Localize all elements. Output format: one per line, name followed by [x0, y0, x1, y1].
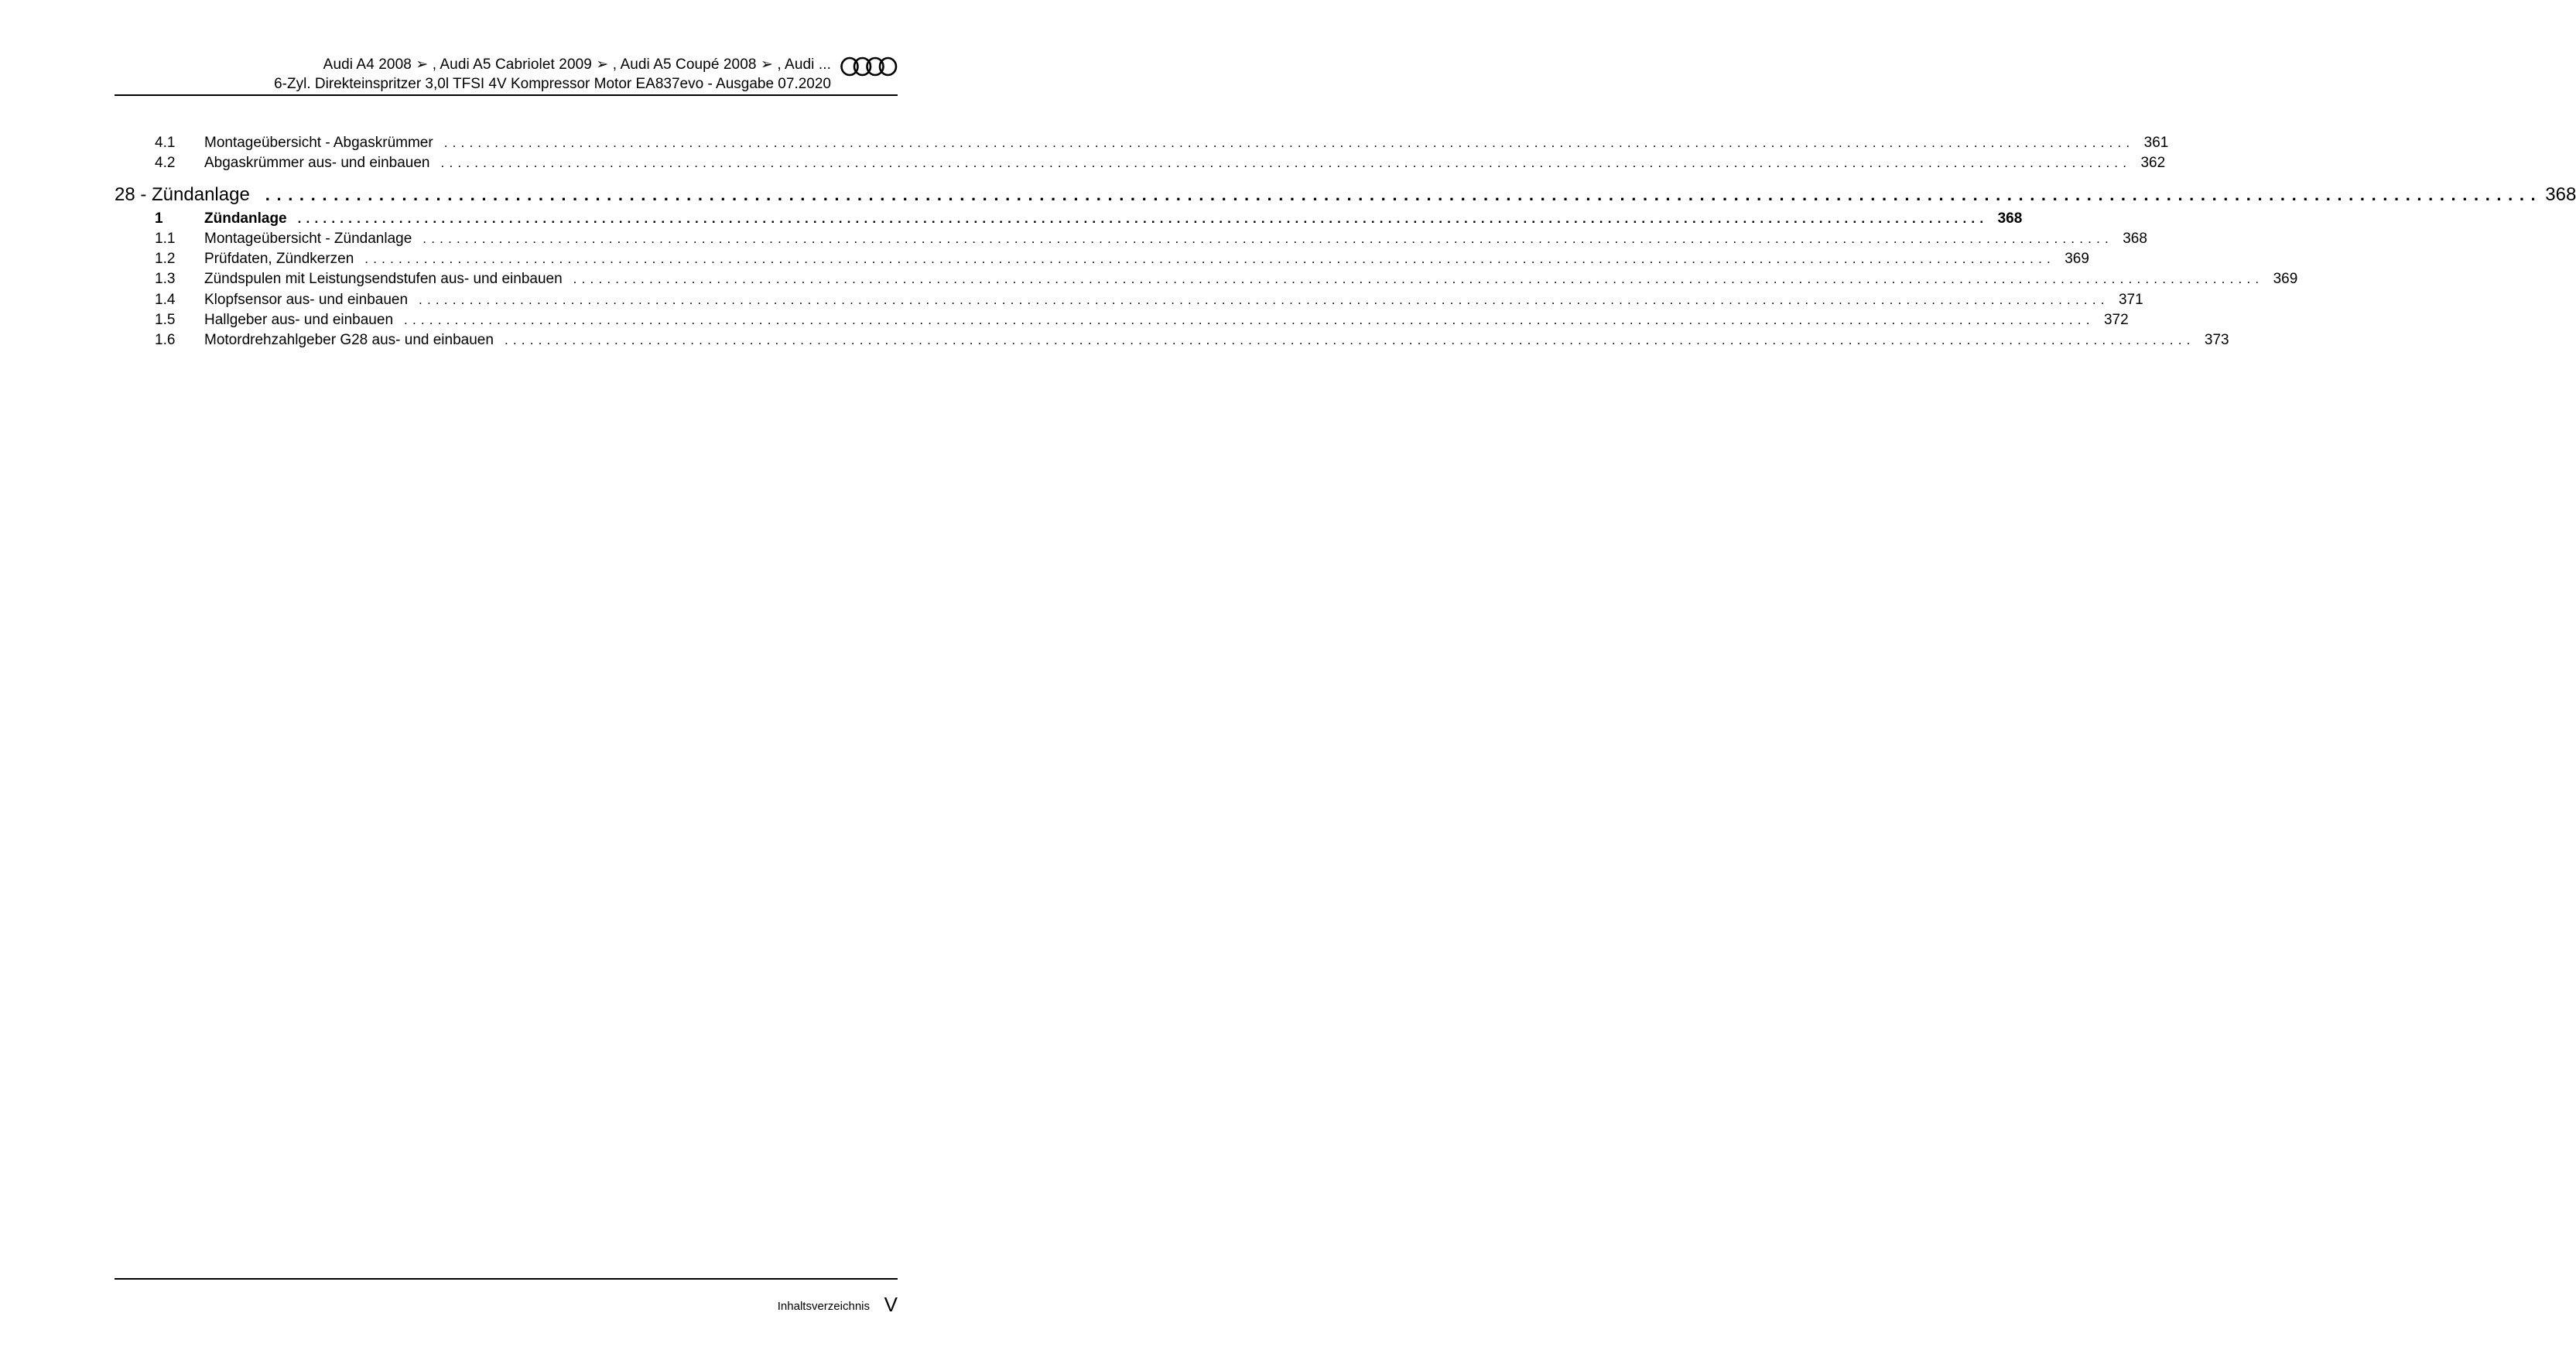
toc-dot-leader: ........................................................................................................................................................................................................: [573, 272, 2264, 287]
toc-chapter-row[interactable]: [115, 178, 2576, 212]
toc-dot-leader: ........................................................................................................................................................................................................: [440, 156, 2132, 171]
toc-page-number: 361: [2143, 135, 2169, 151]
toc-entry-number: 4.2: [155, 155, 176, 172]
table-of-contents: [115, 133, 2576, 351]
toc-entry-row[interactable]: [115, 229, 2147, 249]
toc-dot-leader: ........................................................................................................................................................................................................: [404, 313, 2095, 328]
footer-divider: [115, 1278, 898, 1280]
toc-entry-number: 1.4: [155, 291, 176, 308]
toc-dot-leader: ........................................................................................................................................................................................................: [443, 135, 2135, 150]
toc-page-number: 372: [2103, 312, 2129, 329]
toc-entry-title: 28 - Zündanlage: [115, 183, 250, 205]
toc-page-number: 373: [2204, 332, 2229, 349]
toc-entry-number: 1.3: [155, 271, 176, 288]
toc-page-number: 371: [2118, 291, 2143, 308]
toc-page-number: 362: [2140, 155, 2166, 172]
toc-entry-row[interactable]: [115, 133, 2169, 153]
toc-entry-title: Prüfdaten, Zündkerzen: [204, 251, 354, 268]
toc-entry-row[interactable]: [115, 310, 2129, 330]
audi-rings-logo-icon: [840, 56, 898, 77]
toc-dot-leader: ........................................................................................................................................................................................................: [419, 292, 2109, 307]
header-divider: [115, 94, 898, 96]
toc-entry-row[interactable]: [115, 330, 2229, 350]
toc-entry-title: Montageübersicht - Zündanlage: [204, 230, 412, 247]
toc-entry-number: 1.5: [155, 312, 176, 329]
toc-page-number: 369: [2065, 251, 2089, 268]
toc-entry-title: Abgaskrümmer aus- und einbauen: [204, 155, 430, 172]
toc-page-number: 369: [2273, 271, 2298, 288]
toc-entry-title: Motordrehzahlgeber G28 aus- und einbauen: [204, 332, 494, 349]
toc-entry-number: 4.1: [155, 135, 176, 151]
header-engine-line: 6-Zyl. Direkteinspritzer 3,0l TFSI 4V Kompressor Motor EA837evo - Ausgabe 07.2020: [274, 76, 831, 92]
toc-dot-leader: ........................................................................................................................................................................................................: [364, 251, 2055, 267]
toc-entry-row[interactable]: [115, 249, 2089, 269]
toc-dot-leader: ........................................................................................................................................................................................................: [297, 210, 1989, 226]
toc-entry-title: Hallgeber aus- und einbauen: [204, 312, 394, 329]
toc-page-number: 368: [1997, 210, 2023, 227]
toc-entry-number: 1.6: [155, 332, 176, 349]
footer-section-label: Inhaltsverzeichnis: [777, 1300, 870, 1313]
toc-entry-row[interactable]: [115, 290, 2143, 310]
toc-section-row[interactable]: [115, 209, 2023, 229]
toc-entry-title: Zündanlage: [204, 210, 287, 227]
toc-page-number: 368: [2545, 183, 2576, 205]
toc-entry-row[interactable]: [115, 269, 2298, 289]
toc-entry-number: 1.2: [155, 251, 176, 268]
toc-dot-leader: ........................................................................................................................................................................................................: [504, 333, 2195, 348]
toc-entry-title: Zündspulen mit Leistungsendstufen aus- und einbauen: [204, 271, 563, 288]
toc-dot-leader: ........................................................................................................................................................................................................: [265, 184, 2543, 204]
toc-dot-leader: ........................................................................................................................................................................................................: [422, 231, 2113, 246]
footer-page-number: V: [884, 1293, 898, 1316]
toc-entry-title: Klopfsensor aus- und einbauen: [204, 291, 409, 308]
toc-entry-number: 1: [155, 210, 163, 227]
toc-entry-title: Montageübersicht - Abgaskrümmer: [204, 135, 433, 151]
toc-page-number: 368: [2123, 230, 2147, 247]
toc-entry-row[interactable]: [115, 153, 2166, 173]
toc-entry-number: 1.1: [155, 230, 176, 247]
header-models-line: Audi A4 2008 ➢ , Audi A5 Cabriolet 2009 ➢ , Audi A5 Coupé 2008 ➢ , Audi ...: [323, 56, 831, 73]
